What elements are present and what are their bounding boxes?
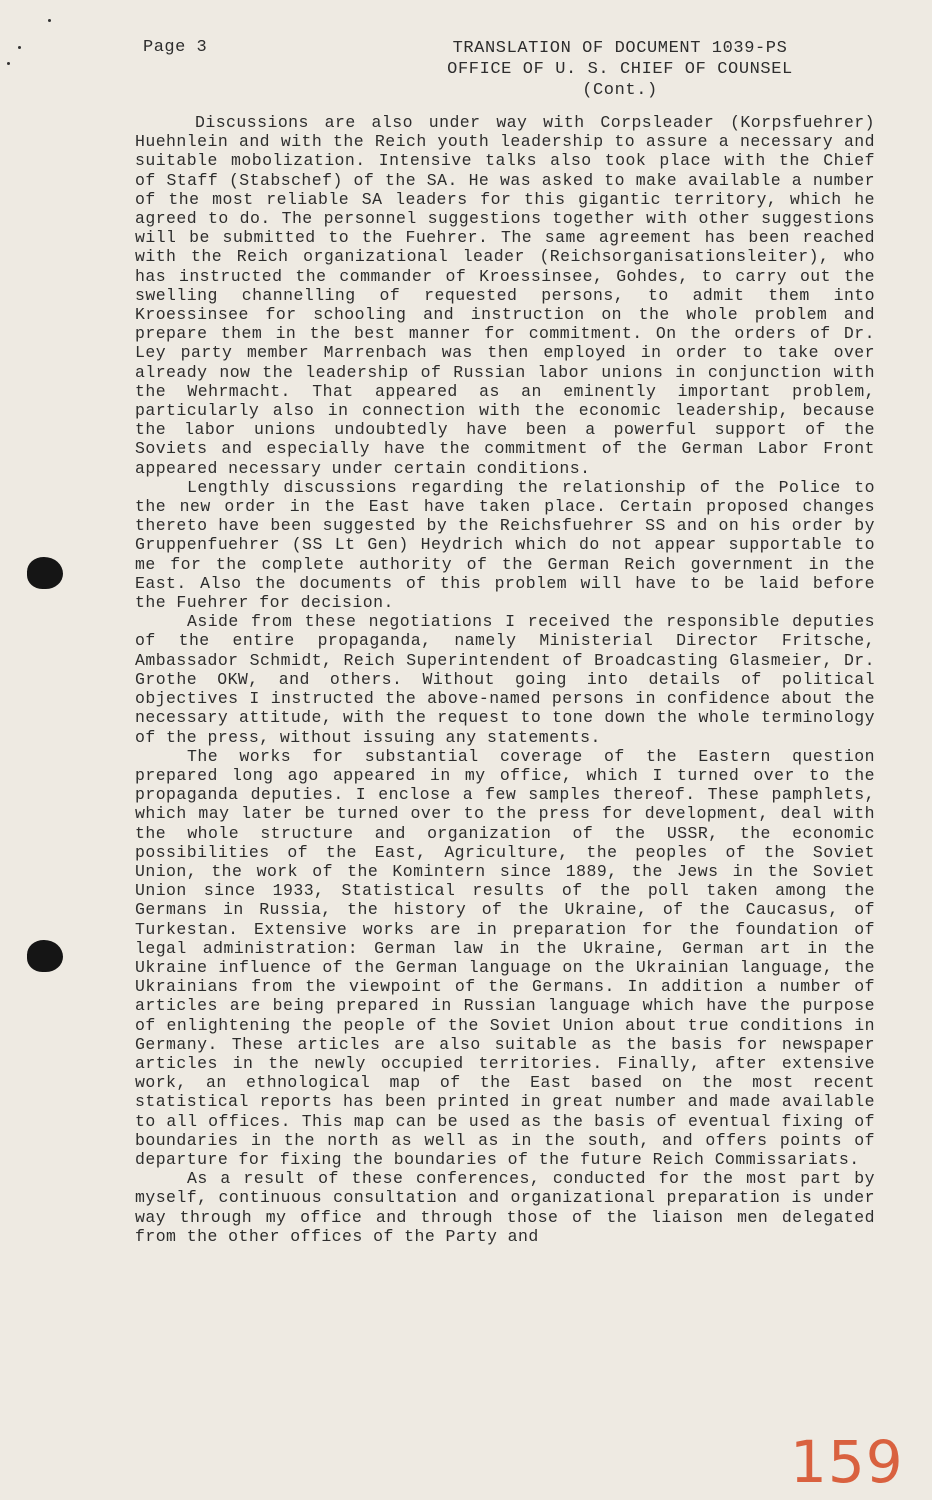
- page-number: 159: [790, 1428, 904, 1496]
- ink-speck: [48, 19, 51, 22]
- page-label: Page 3: [143, 38, 208, 57]
- paragraph-4: The works for substantial coverage of the Eastern question prepared long ago appeared in my office, which I turned over to the propaganda deputies. I enclose a few samples thereof. These pamphlets, which may later be turned over to the press for development, deal with the whole structure and organization of the USSR, the economic possibilities of the East, Agriculture, the peoples of the Soviet Union, the work of the Komintern since 1889, the Jews in the Soviet Union since 1933, Statistical results of the poll taken among the Germans in Russia, the history of the Ukraine, of the Caucasus, of Turkestan. Extensive works are in preparation for the foundation of legal administration: German law in the Ukraine, German art in the Ukraine influence of the German language on the Ukrainian language, the Ukrainians from the viewpoint of the Germans. In addition a number of articles are being prepared in Russian language which have the purpose of enlightening the people of the Soviet Union about true conditions in Germany. These articles are also suitable as the basis for newspaper articles in the newly occupied territories. Finally, after extensive work, an ethnological map of the East based on the most recent statistical reports has been printed in great number and made available to all offices. This map can be used as the basis of eventual fixing of boundaries in the north as well as in the south, and offers points of departure for fixing the boundaries of the future Reich Commissariats.: [135, 746, 875, 1169]
- document-title: [400, 38, 840, 101]
- title-line-2: OFFICE OF U. S. CHIEF OF COUNSEL: [447, 60, 793, 79]
- ink-speck: [18, 46, 21, 49]
- title-line-3: (Cont.): [582, 81, 658, 100]
- punch-hole: [27, 557, 63, 589]
- paragraph-1: Discussions are also under way with Corpsleader (Korpsfuehrer) Huehnlein and with the Reich youth leadership to assure a necessary and suitable mobolization. Intensive talks also took place with the Chief of Staff (Stabschef) of the SA. He was asked to make available a number of the most reliable SA leaders for this gigantic territory, which he agreed to do. The personnel suggestions together with other suggestions will be submitted to the Fuehrer. The same agreement has been reached with the Reich organizational leader (Reichsorganisationsleiter), who has instructed the commander of Kroessinsee, Gohdes, to carry out the swelling channelling of requested persons, to admit them into Kroessinsee for schooling and instruction on the whole problem and prepare them in the best manner for commitment. On the orders of Dr. Ley party member Marrenbach was then employed in order to take over already now the leadership of Russian labor unions in conjunction with the Wehrmacht. That appeared as an eminently important problem, particularly also in connection with the economic leadership, because the labor unions undoubtedly have been a powerful support of the Soviets and especially have the commitment of the German Labor Front appeared necessary under certain conditions.: [135, 113, 875, 478]
- document-body: [135, 113, 875, 1246]
- paragraph-5: As a result of these conferences, conducted for the most part by myself, continuous consultation and organizational preparation is under way through my office and through those of the liaison men delegated from the other offices of the Party and: [135, 1169, 875, 1246]
- punch-hole: [27, 940, 63, 972]
- paragraph-2: Lengthly discussions regarding the relationship of the Police to the new order in the East have taken place. Certain proposed changes thereto have been suggested by the Reichsfuehrer SS and on his order by Gruppenfuehrer (SS Lt Gen) Heydrich which do not appear supportable to me for the complete authority of the German Reich government in the East. Also the documents of this problem will have to be laid before the Fuehrer for decision.: [135, 477, 875, 613]
- ink-speck: [7, 62, 10, 65]
- title-line-1: TRANSLATION OF DOCUMENT 1039-PS: [452, 39, 788, 58]
- paragraph-3: Aside from these negotiations I received the responsible deputies of the entire propaganda, namely Ministerial Director Fritsche, Ambassador Schmidt, Reich Superintendent of Broadcasting Glasmeier, Dr. Grothe OKW, and others. Without going into details of political objectives I instructed the above-named persons in confidence about the necessary attitude, with the request to tone down the whole terminology of the press, without issuing any statements.: [135, 612, 875, 747]
